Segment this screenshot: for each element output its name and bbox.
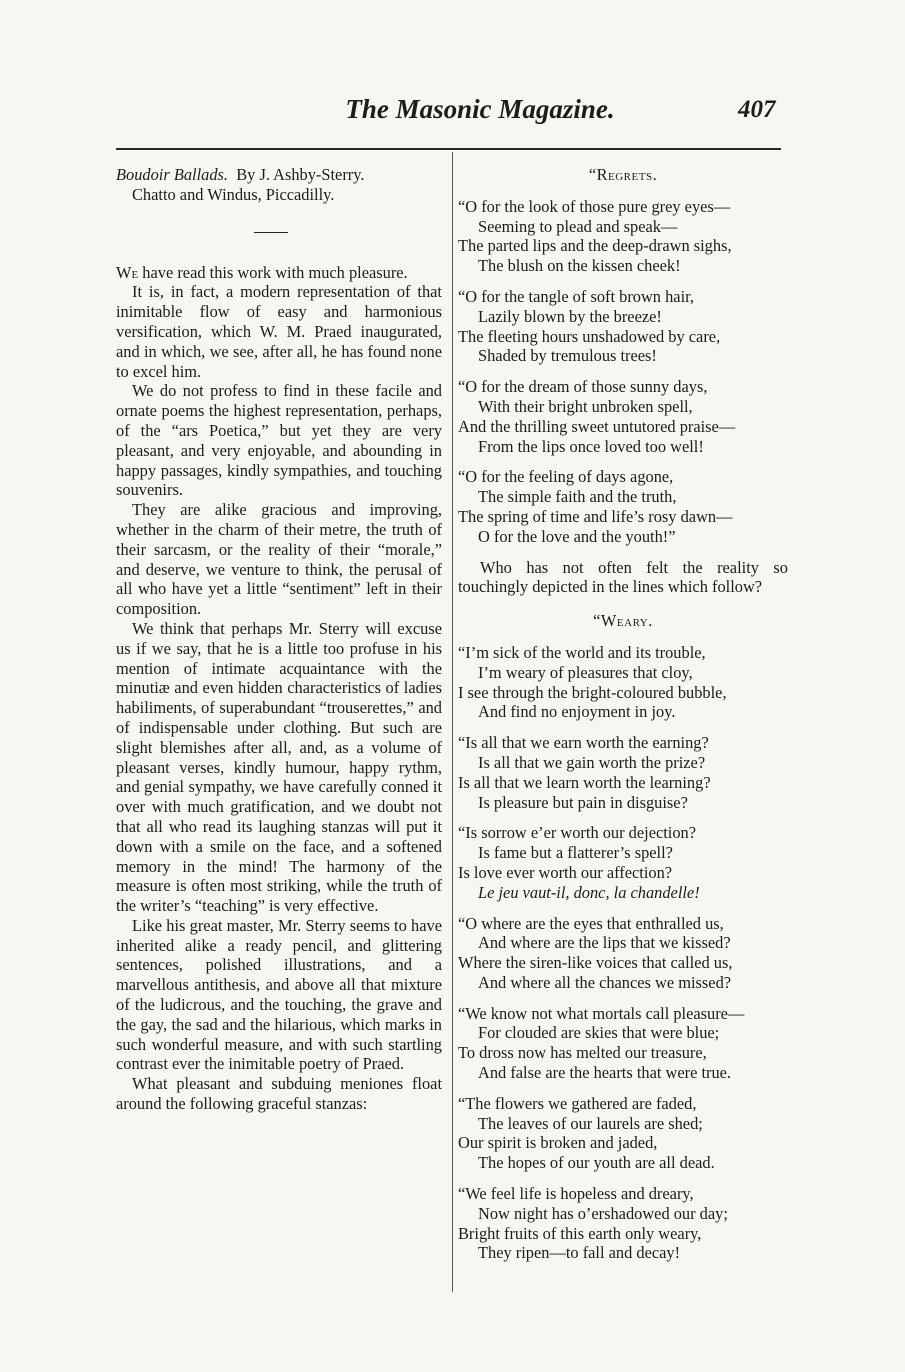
paragraph: We do not profess to find in these facile and ornate poems the highest representation, perhaps, of the “ars Poetica,” but yet they are very pleasant, and very enjoyable, and abounding in happy passages, kindly sympathies, and touching souvenirs. bbox=[116, 381, 442, 500]
running-title: The Masonic Magazine. bbox=[345, 94, 615, 124]
poem-line: Is all that we learn worth the learning? bbox=[458, 772, 711, 792]
poem-line: “We know not what mortals call pleasure— bbox=[458, 1003, 745, 1023]
poem-line: Is love ever worth our affection? bbox=[458, 862, 673, 882]
stanza bbox=[458, 823, 788, 902]
paragraph: It is, in fact, a modern representation of that inimitable flow of easy and harmonious versification, which W. M. Praed inaugurated, and in which, we see, after all, he has found none to excel him. bbox=[116, 282, 442, 381]
right-column bbox=[458, 165, 788, 1274]
paragraph: What pleasant and subduing meniones float around the following graceful stanzas: bbox=[116, 1074, 442, 1114]
stanza bbox=[458, 197, 788, 276]
page-number: 407 bbox=[738, 96, 776, 123]
stanza bbox=[458, 1094, 788, 1173]
stanza bbox=[458, 643, 788, 722]
header-rule bbox=[116, 148, 781, 150]
poem-line: Is fame but a flatterer’s spell? bbox=[478, 843, 673, 863]
stanza bbox=[458, 1004, 788, 1083]
poem-title-regrets: “Regrets. bbox=[588, 165, 658, 184]
poem-line: The hopes of our youth are all dead. bbox=[478, 1153, 715, 1173]
stanza bbox=[458, 733, 788, 812]
poem-line: For clouded are skies that were blue; bbox=[478, 1023, 720, 1043]
poem-line: Lazily blown by the breeze! bbox=[478, 306, 662, 326]
poem-line: The blush on the kissen cheek! bbox=[478, 256, 681, 276]
poem-line: O for the love and the youth!” bbox=[478, 526, 676, 546]
poem-line: Where the siren-like voices that called us, bbox=[458, 953, 733, 973]
poem-line: The parted lips and the deep-drawn sighs, bbox=[458, 236, 732, 256]
bridge-paragraph: Who has not often felt the reality so touchingly depicted in the lines which follow? bbox=[458, 557, 788, 597]
book-title-block bbox=[116, 165, 442, 205]
poem-line: I see through the bright-coloured bubble, bbox=[458, 682, 727, 702]
poem-line: From the lips once loved too well! bbox=[478, 436, 704, 456]
poem-line: And where all the chances we missed? bbox=[478, 972, 732, 992]
opening-dropcap: We bbox=[116, 262, 139, 282]
paragraph: Like his great master, Mr. Sterry seems to have inherited alike a ready pencil, and glittering sentences, polished illustrations, and a marvellous antithesis, and above all that mixture of the ludicrous, and the touching, the grave and the gay, the sad and the hilarious, which marks in such wonderful measure, and with such startling contrast ever the inimitable poetry of Praed. bbox=[116, 915, 442, 1074]
poem-line: And find no enjoyment in joy. bbox=[478, 702, 676, 722]
poem-line: “Is sorrow e’er worth our dejection? bbox=[458, 823, 697, 843]
left-column bbox=[116, 165, 442, 1114]
poem-title-weary: “Weary. bbox=[593, 611, 653, 631]
poem-line: To dross now has melted our treasure, bbox=[458, 1043, 707, 1063]
poem-line: Now night has o’ershadowed our day; bbox=[478, 1203, 728, 1223]
poem-line: “O for the tangle of soft brown hair, bbox=[458, 286, 695, 306]
poem-line: And the thrilling sweet untutored praise— bbox=[458, 416, 736, 436]
poem-line: I’m weary of pleasures that cloy, bbox=[478, 662, 693, 682]
poem-line: And false are the hearts that were true. bbox=[478, 1063, 732, 1083]
opening-text: have read this work with much pleasure. bbox=[138, 262, 408, 282]
poem-line: With their bright unbroken spell, bbox=[478, 396, 693, 416]
poem-line: The leaves of our laurels are shed; bbox=[478, 1113, 703, 1133]
publisher: Chatto and Windus, Piccadilly. bbox=[132, 184, 335, 204]
poem-line: Is pleasure but pain in disguise? bbox=[478, 792, 688, 812]
section-rule bbox=[254, 232, 288, 233]
poem-line: And where are the lips that we kissed? bbox=[478, 933, 731, 953]
poem-line: Le jeu vaut-il, donc, la chandelle! bbox=[478, 882, 700, 902]
book-author: By J. Ashby-Sterry. bbox=[236, 165, 365, 184]
poem-line: “The flowers we gathered are faded, bbox=[458, 1093, 697, 1113]
poem-line: Seeming to plead and speak— bbox=[478, 216, 678, 236]
poem-line: “Is all that we earn worth the earning? bbox=[458, 733, 709, 753]
poem-line: They ripen—to fall and decay! bbox=[478, 1243, 681, 1263]
stanza bbox=[458, 377, 788, 456]
paragraph: They are alike gracious and improving, whether in the charm of their metre, the truth of their sarcasm, or the reality of their “morale,” and deserve, we venture to think, the perusal of all who have yet a little “sentiment” left in their composition. bbox=[116, 500, 442, 619]
poem-line: “We feel life is hopeless and dreary, bbox=[458, 1184, 694, 1204]
stanza bbox=[458, 1184, 788, 1263]
poem-line: “O for the look of those pure grey eyes— bbox=[458, 196, 731, 216]
paragraph: We think that perhaps Mr. Sterry will excuse us if we say, that he is a little too profuse in his mention of intimate acquaintance with the minutiæ and even hidden characteristics of ladies habiliments, of superabundant “trouserettes,” and of indispensable under clothing. But such are slight blemishes after all, and, as a volume of pleasant verses, kindly humour, happy rythm, and genial sympathy, we have carefully conned it over with much gratification, and we doubt not that all who read its laughing stanzas will put it down with a smile on the face, and a softened memory in the mind! The harmony of the measure is often most striking, while the truth of the writer’s “teaching” is very effective. bbox=[116, 618, 442, 916]
poem-line: The simple faith and the truth, bbox=[478, 487, 677, 507]
page-header bbox=[0, 80, 905, 130]
poem-line: The spring of time and life’s rosy dawn— bbox=[458, 506, 733, 526]
poem-line: The fleeting hours unshadowed by care, bbox=[458, 326, 721, 346]
stanza bbox=[458, 287, 788, 366]
poem-line: “O where are the eyes that enthralled us, bbox=[458, 913, 724, 933]
poem-line: Bright fruits of this earth only weary, bbox=[458, 1223, 702, 1243]
poem-line: “O for the feeling of days agone, bbox=[458, 467, 674, 487]
poem-line: Shaded by tremulous trees! bbox=[478, 346, 657, 366]
poem-line: “O for the dream of those sunny days, bbox=[458, 377, 708, 397]
poem-line: “I’m sick of the world and its trouble, bbox=[458, 642, 706, 662]
column-divider bbox=[452, 152, 453, 1292]
poem-line: Is all that we gain worth the prize? bbox=[478, 752, 706, 772]
opening-paragraph bbox=[116, 263, 442, 283]
poem-line: Our spirit is broken and jaded, bbox=[458, 1133, 658, 1153]
book-title: Boudoir Ballads. bbox=[116, 165, 229, 184]
stanza bbox=[458, 914, 788, 993]
stanza bbox=[458, 467, 788, 546]
